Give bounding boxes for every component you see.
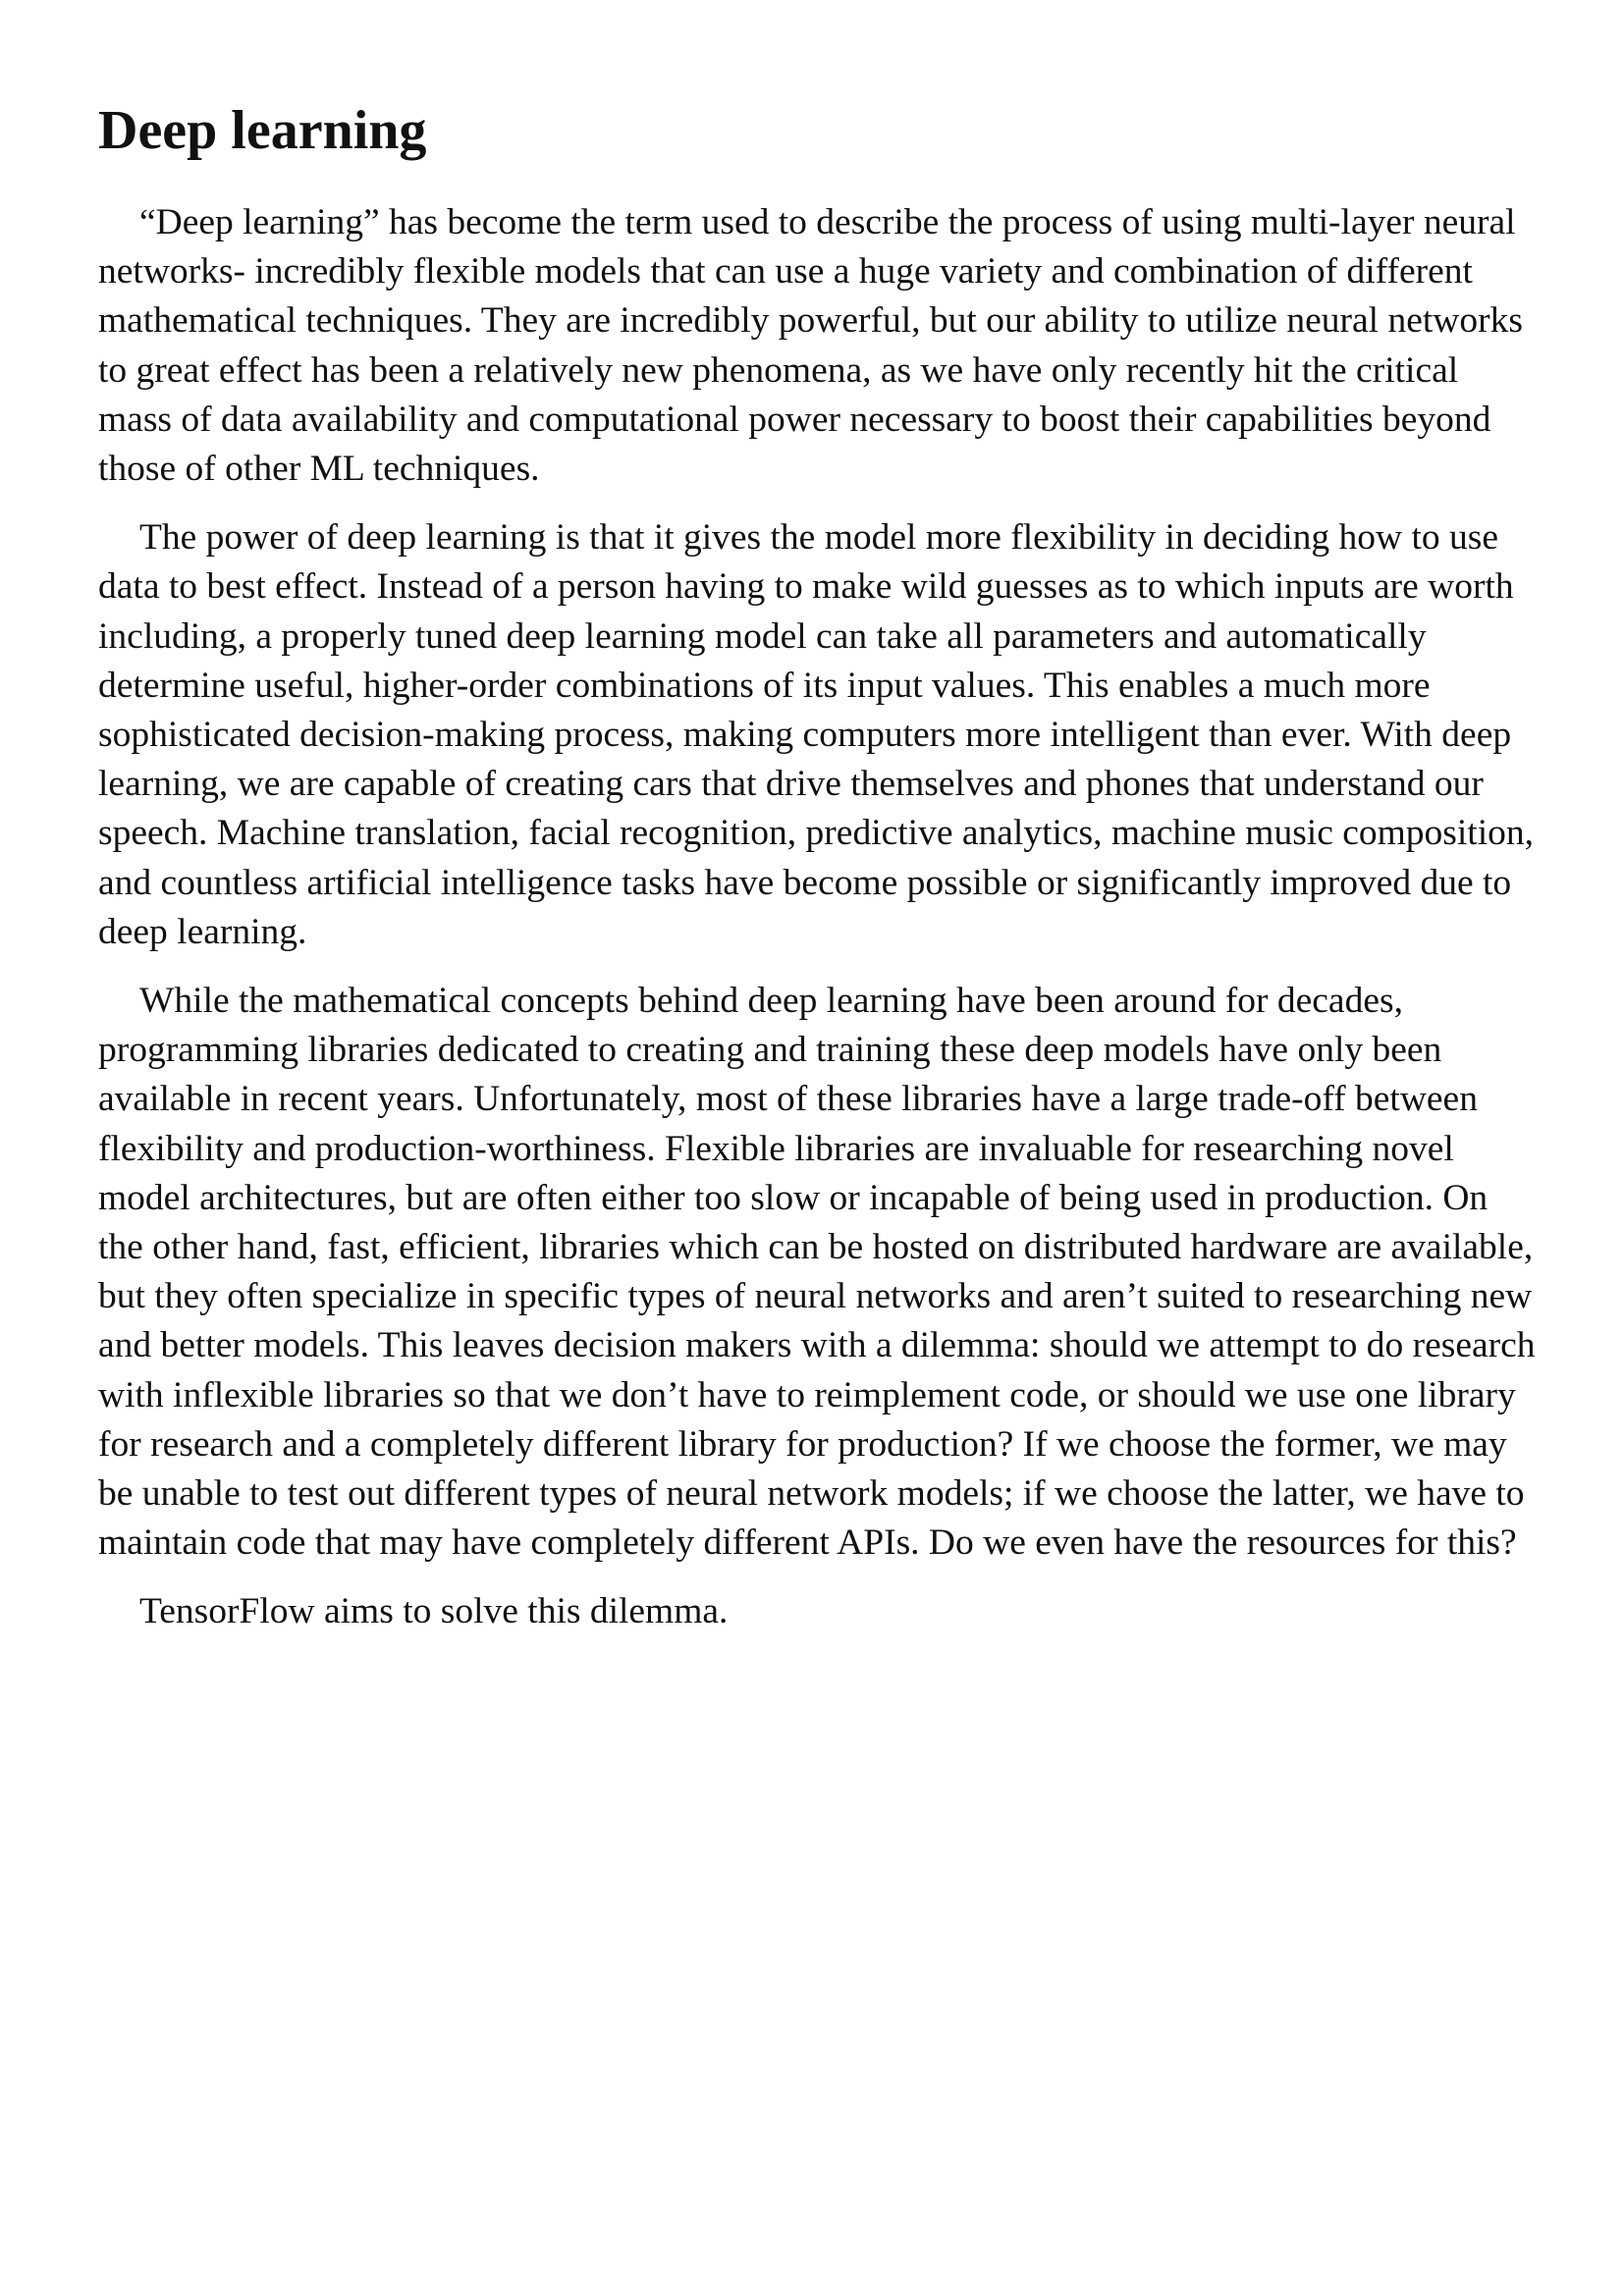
paragraph: The power of deep learning is that it gives the model more flexibility in deciding how to use data to best effect. Instead of a person having to make wild guesses as to which inputs are worth including, a properly tuned deep learning model can take all parameters and automatically determine useful, higher-order combinations of its input values. This enables a much more sophisticated decision-making process, making computers more intelligent than ever. With deep learning, we are capable of creating cars that drive themselves and phones that understand our speech. Machine translation, facial recognition, predictive analytics, machine music composition, and countless artificial intelligence tasks have become possible or significantly improved due to deep learning. bbox=[98, 517, 1535, 952]
paragraph: While the mathematical concepts behind deep learning have been around for decades, programming libraries dedicated to creating and training these deep models have only been available in recent years. Unfortunately, most of these libraries have a large trade-off between flexibility and production-worthiness. Flexible libraries are invaluable for researching novel model architectures, but are often either too slow or incapable of being used in production. On the other hand, fast, efficient, libraries which can be hosted on distributed hardware are available, but they often specialize in specific types of neural networks and aren’t suited to researching new and better models. This leaves decision makers with a dilemma: should we attempt to do research with inflexible libraries so that we don’t have to reimplement code, or should we use one library for research and a completely different library for production? If we choose the former, we may be unable to test out different types of neural network models; if we choose the latter, we have to maintain code that may have completely different APIs. Do we even have the resources for this? bbox=[98, 981, 1536, 1564]
body-text bbox=[98, 198, 1537, 1657]
section-heading: Deep learning bbox=[98, 100, 427, 161]
paragraph: “Deep learning” has become the term used to describe the process of using multi-layer neural networks- incredibly flexible models that can use a huge variety and combination of different mathematical techniques. They are incredibly powerful, but our ability to utilize neural networks to great effect has been a relatively new phenomena, as we have only recently hit the critical mass of data availability and computational power necessary to boost their capabilities beyond those of other ML techniques. bbox=[98, 202, 1523, 490]
paragraph: TensorFlow aims to solve this dilemma. bbox=[139, 1591, 729, 1632]
